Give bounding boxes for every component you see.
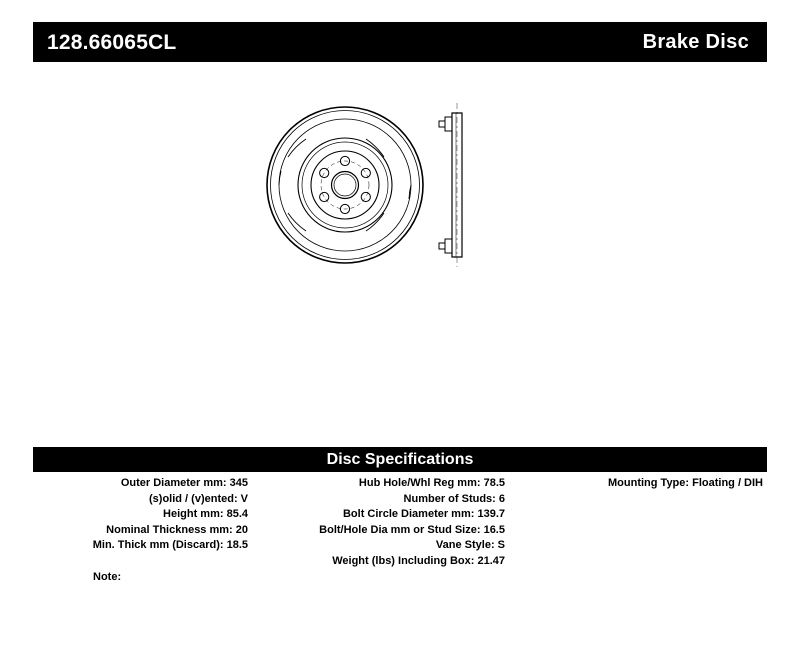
rotor-edge-view bbox=[439, 103, 462, 267]
spec-title-bar bbox=[33, 447, 767, 472]
spec-item: Bolt Circle Diameter mm: 139.7 bbox=[342, 508, 505, 520]
spec-item: Vane Style: S bbox=[435, 539, 505, 551]
spec-item: Hub Hole/Whl Reg mm: 78.5 bbox=[358, 477, 505, 489]
product-type-label: Brake Disc bbox=[642, 31, 749, 53]
note-label: Note: bbox=[93, 571, 122, 583]
spec-item: Min. Thick mm (Discard): 18.5 bbox=[92, 539, 248, 551]
spec-column-right bbox=[513, 476, 767, 492]
spec-item: Height mm: 85.4 bbox=[163, 508, 248, 520]
spec-column-left bbox=[33, 476, 248, 554]
spec-column-middle bbox=[255, 476, 505, 569]
header-bar bbox=[33, 22, 767, 62]
spec-item: Bolt/Hole Dia mm or Stud Size: 16.5 bbox=[319, 523, 505, 536]
spec-columns bbox=[33, 476, 767, 576]
part-number: 128.66065CL bbox=[47, 30, 177, 54]
spec-title: Disc Specifications bbox=[326, 450, 474, 468]
spec-item: (s)olid / (v)ented: V bbox=[149, 492, 248, 505]
note-row bbox=[33, 571, 333, 583]
spec-item: Number of Studs: 6 bbox=[403, 492, 505, 505]
spec-item: Outer Diameter mm: 345 bbox=[120, 477, 248, 489]
spec-item: Mounting Type: Floating / DIH bbox=[608, 477, 763, 489]
spec-item: Weight (lbs) Including Box: 21.47 bbox=[332, 554, 505, 567]
spec-item: Nominal Thickness mm: 20 bbox=[106, 523, 248, 536]
product-drawing bbox=[240, 95, 560, 295]
rotor-face-view bbox=[267, 107, 423, 263]
